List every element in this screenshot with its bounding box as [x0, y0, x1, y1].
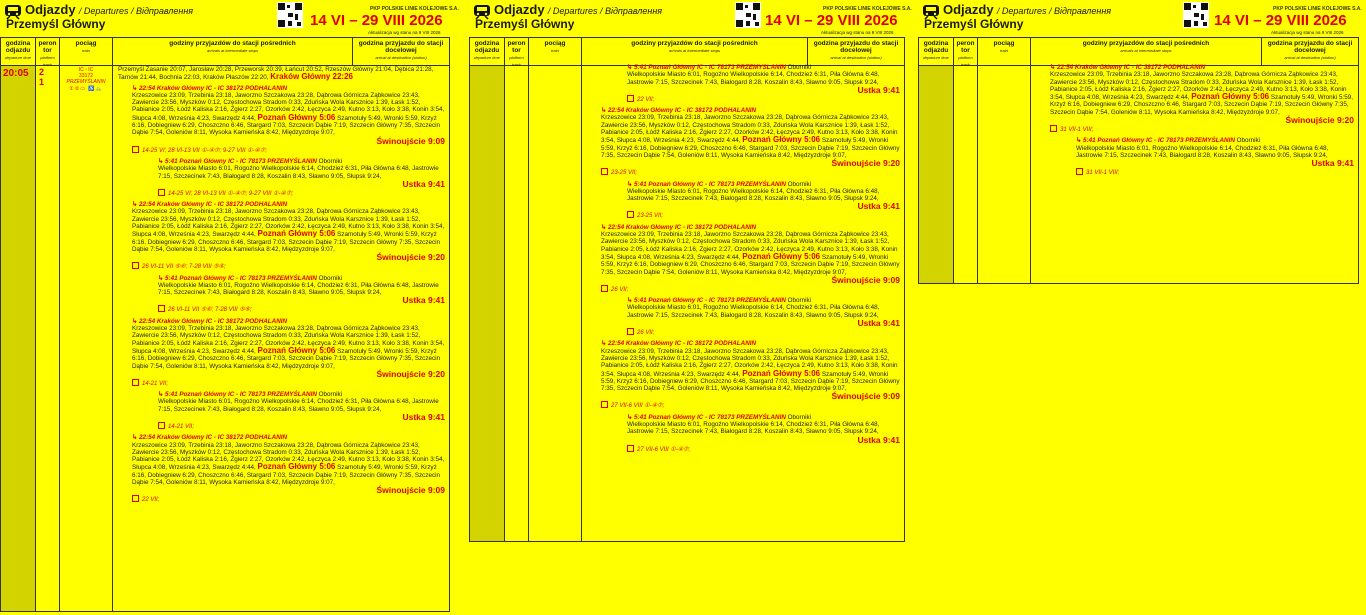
- connection: ↳ 22:54 Kraków Główny IC - IC 38172 PODHALANIN Krzeszowice 23:09, Trzebinia 23:18, Jaworzno Szczakowa 23:28, Dąbrowa Górnicza Ząbkowice 23:43, Zawiercie 23:56, Myszków 0:12, Częstochowa Stradom 0:33, Zduńska Wola Karsznice 1:39, Łask 1:52, Pabianice 2:05, Łódź Kaliska 2:16, Zgierz 2:27, Ozorków 2:42, Łęczyca 2:49, Kutno 3:13, Koło 3:38, Konin 3:54, Słupca 4:08, Września 4:23, Swarzędz 4:44, Poznań Główny 5:06 Szamotuły 5:49, Wronki 5:59, Krzyż 6:16, Dobiegniew 6:29, Choszczno 6:46, Stargard 7:03, Szczecin Dąbie 7:19, Szczecin Główny 7:35, Szczecin Dąbie 7:54, Goleniów 8:11, Wysoka Kamieńska 8:42, Międzyzdroje 9:07, Świnoujście 9:09 22 VII;: [132, 434, 445, 504]
- route-content: [118, 66, 445, 611]
- connection: ↳ 22:54 Kraków Główny IC - IC 38172 PODHALANIN Krzeszowice 23:09, Trzebinia 23:18, Jaworzno Szczakowa 23:28, Dąbrowa Górnicza Ząbkowice 23:43, Zawiercie 23:56, Myszków 0:12, Częstochowa Stradom 0:33, Zduńska Wola Karsznice 1:39, Łask 1:52, Pabianice 2:05, Łódź Kaliska 2:16, Zgierz 2:27, Ozorków 2:42, Łęczyca 2:49, Kutno 3:13, Koło 3:38, Konin 3:54, Słupca 4:08, Września 4:23, Swarzędz 4:44, Poznań Główny 5:06 Szamotuły 5:49, Wronki 5:59, Krzyż 6:16, Dobiegniew 6:29, Choszczno 6:46, Stargard 7:03, Szczecin Dąbie 7:19, Szczecin Główny 7:35, Szczecin Dąbie 7:54, Goleniów 8:11, Wysoka Kamieńska 8:42, Międzyzdroje 9:07, Świnoujście 9:20 26 VI-11 VII ⑤⑥; 7-28 VIII ⑤⑥;: [132, 201, 445, 271]
- station-name: Przemyśl Główny: [924, 17, 1024, 31]
- connection: ↳ 22:54 Kraków Główny IC - IC 38172 PODHALANIN Krzeszowice 23:09, Trzebinia 23:18, Jaworzno Szczakowa 23:28, Dąbrowa Górnicza Ząbkowice 23:43, Zawiercie 23:56, Myszków 0:12, Częstochowa Stradom 0:33, Zduńska Wola Karsznice 1:39, Łask 1:52, Pabianice 2:05, Łódź Kaliska 2:16, Zgierz 2:27, Ozorków 2:42, Łęczyca 2:49, Kutno 3:13, Koło 3:38, Konin 3:54, Słupca 4:08, Września 4:23, Swarzędz 4:44, Poznań Główny 5:06 Szamotuły 5:49, Wronki 5:59, Krzyż 6:16, Dobiegniew 6:29, Choszczno 6:46, Stargard 7:03, Szczecin Dąbie 7:19, Szczecin Główny 7:35, Szczecin Dąbie 7:54, Goleniów 8:11, Wysoka Kamieńska 8:42, Międzyzdroje 9:07, Świnoujście 9:20 14-21 VII;: [132, 317, 445, 387]
- destination-arrival: Ustka 9:41: [857, 434, 900, 445]
- platform-track: 2 1: [39, 67, 45, 87]
- calendar-note: 14-21 VII;: [158, 422, 445, 431]
- sheet-header: [469, 0, 912, 35]
- operator-logo: PKP POLSKIE LINIE KOLEJOWE S.A.: [823, 6, 912, 12]
- column-stops: godziny przyjazdów do stacji pośrednich arrivals at intermediate stops: [582, 38, 808, 65]
- station-name: Przemyśl Główny: [475, 17, 575, 31]
- column-track: peron tor platform track: [505, 38, 529, 65]
- qr-code-icon: [735, 2, 761, 28]
- destination-arrival: Ustka 9:41: [402, 178, 445, 189]
- column-train: pociąg train: [978, 38, 1031, 65]
- calendar-note: 14-21 VII;: [132, 379, 445, 388]
- calendar-note: 31 VII-1 VIII;: [1076, 168, 1354, 177]
- calendar-note: 14-25 VI; 28 VI-13 VII ①-④⑦; 9-27 VIII ①-④⑦;: [158, 189, 445, 198]
- connection: ↳ 5:41 Poznań Główny IC - IC 78173 PRZEMYŚLANIN Oborniki Wielkopolskie Miasto 6:01, Rogoźno Wielkopolskie 6:14, Chodzież 6:31, Piła Główna 6:48, Jastrowie 7:15, Szczecinek 7:43, Białogard 8:28, Koszalin 8:43, Sławno 9:05, Słupsk 9:24, Ustka 9:41 26 VI-11 VII ⑤⑥; 7-28 VIII ⑤⑥;: [158, 274, 445, 314]
- page-title: Odjazdy / Departures / Відправлення: [494, 2, 663, 17]
- track-band: [505, 66, 529, 541]
- calendar-note: 22 VII;: [627, 95, 900, 104]
- calendar-note: 23-25 VII;: [627, 211, 900, 220]
- qr-code-icon: [277, 2, 303, 28]
- destination-arrival: Świnoujście 9:09: [376, 135, 445, 146]
- train-band: [60, 66, 113, 611]
- column-train: pociąg train: [60, 38, 113, 65]
- destination-arrival: Świnoujście 9:20: [376, 368, 445, 379]
- route-content: [1036, 64, 1354, 283]
- route-content: [587, 64, 900, 541]
- column-headers: [470, 38, 904, 66]
- column-stops: godziny przyjazdów do stacji pośrednich arrivals at intermediate stops: [1031, 38, 1262, 65]
- validity-period: 14 VI – 29 VIII 2026: [765, 12, 898, 29]
- validity-period: 14 VI – 29 VIII 2026: [1214, 12, 1347, 29]
- column-stops: godziny przyjazdów do stacji pośrednich arrivals at intermediate stops: [113, 38, 353, 65]
- amenity-icons: ①②▭ ♿🚲: [69, 86, 103, 92]
- column-time: godzina odjazdu departure time: [919, 38, 954, 65]
- connection: ↳ 5:41 Poznań Główny IC - IC 78173 PRZEMYŚLANIN Oborniki Wielkopolskie Miasto 6:01, Rogoźno Wielkopolskie 6:14, Chodzież 6:31, Piła Główna 6:48, Jastrowie 7:15, Szczecinek 7:43, Białogard 8:28, Koszalin 8:43, Sławno 9:05, Słupsk 9:24, Ustka 9:41 27 VII-6 VIII ①-④⑦;: [627, 413, 900, 453]
- time-band: [919, 66, 954, 283]
- page-title: Odjazdy / Departures / Відправлення: [25, 2, 194, 17]
- operator-logo: PKP POLSKIE LINIE KOLEJOWE S.A.: [1273, 6, 1362, 12]
- calendar-note: 26 VII;: [627, 328, 900, 337]
- destination-arrival: Świnoujście 9:20: [376, 252, 445, 263]
- operator-logo: PKP POLSKIE LINIE KOLEJOWE S.A.: [370, 6, 459, 12]
- calendar-note: 14-25 VI; 28 VI-13 VII ①-④⑦; 9-27 VIII ①-④⑦;: [132, 146, 445, 155]
- connection: ↳ 5:41 Poznań Główny IC - IC 78173 PRZEMYŚLANIN Oborniki Wielkopolskie Miasto 6:01, Rogoźno Wielkopolskie 6:14, Chodzież 6:31, Piła Główna 6:48, Jastrowie 7:15, Szczecinek 7:43, Białogard 8:28, Koszalin 8:43, Sławno 9:05, Słupsk 9:24, Ustka 9:41 14-25 VI; 28 VI-13 VII ①-④⑦; 9-27 VIII ①-④⑦;: [158, 157, 445, 197]
- train-band: [529, 66, 582, 541]
- train-band: [978, 66, 1031, 283]
- calendar-note: 23-25 VII;: [601, 168, 900, 177]
- connection: ↳ 5:41 Poznań Główny IC - IC 78173 PRZEMYŚLANIN Oborniki Wielkopolskie Miasto 6:01, Rogoźno Wielkopolskie 6:14, Chodzież 6:31, Piła Główna 6:48, Jastrowie 7:15, Szczecinek 7:43, Białogard 8:28, Koszalin 8:43, Sławno 9:05, Słupsk 9:24, Ustka 9:41 31 VII-1 VIII;: [1076, 137, 1354, 177]
- column-destination: godzina przyjazdu do stacji docelowej arrival at destination (station): [1267, 40, 1353, 60]
- destination-arrival: Ustka 9:41: [402, 295, 445, 306]
- sheet-header: [0, 0, 459, 35]
- destination-arrival: Świnoujście 9:20: [1285, 115, 1354, 126]
- calendar-note: 27 VII-6 VIII ①-④⑦;: [601, 401, 900, 410]
- column-time: godzina odjazdu departure time: [470, 38, 505, 65]
- qr-code-icon: [1183, 2, 1209, 28]
- connection: ↳ 22:54 Kraków Główny IC - IC 38172 PODHALANIN Krzeszowice 23:09, Trzebinia 23:18, Jaworzno Szczakowa 23:28, Dąbrowa Górnicza Ząbkowice 23:43, Zawiercie 23:56, Myszków 0:12, Częstochowa Stradom 0:33, Zduńska Wola Karsznice 1:39, Łask 1:52, Pabianice 2:05, Łódź Kaliska 2:16, Zgierz 2:27, Ozorków 2:42, Łęczyca 2:49, Kutno 3:13, Koło 3:38, Konin 3:54, Słupca 4:08, Września 4:23, Swarzędz 4:44, Poznań Główny 5:06 Szamotuły 5:49, Wronki 5:59, Krzyż 6:16, Dobiegniew 6:29, Choszczno 6:46, Stargard 7:03, Szczecin Dąbie 7:19, Szczecin Główny 7:35, Szczecin Dąbie 7:54, Goleniów 8:11, Wysoka Kamieńska 8:42, Międzyzdroje 9:07, Świnoujście 9:09 14-25 VI; 28 VI-13 VII ①-④⑦; 9-27 VIII ①-④⑦;: [132, 84, 445, 154]
- departure-time: 20:05: [3, 68, 29, 79]
- transfer-arrow-icon: ↳: [132, 84, 138, 92]
- time-band: [470, 66, 505, 541]
- validity-period: 14 VI – 29 VIII 2026: [310, 12, 443, 29]
- destination-arrival: Ustka 9:41: [857, 84, 900, 95]
- main-route: Przemyśl Zasanie 20:07, Jarosław 20:28, Przeworsk 20:39, Łańcut 20:52, Rzeszów Główny 21:04, Dębica 21:28, Tarnów 21:44, Bochnia 22:03, Kraków Płaszów 22:20, Kraków Główny 22:26: [118, 66, 434, 82]
- timetable-sheet-3: [918, 0, 1362, 177]
- timetable-sheet-2: [469, 0, 912, 453]
- destination-arrival: Świnoujście 9:09: [831, 274, 900, 285]
- station-name: Przemyśl Główny: [6, 17, 106, 31]
- timetable: [0, 37, 450, 612]
- destination-arrival: Świnoujście 9:09: [831, 391, 900, 402]
- timetable: [469, 37, 905, 542]
- calendar-note: 27 VII-6 VIII ①-④⑦;: [627, 445, 900, 454]
- connection: ↳ 5:41 Poznań Główny IC - IC 78173 PRZEMYŚLANIN Oborniki Wielkopolskie Miasto 6:01, Rogoźno Wielkopolskie 6:14, Chodzież 6:31, Piła Główna 6:48, Jastrowie 7:15, Szczecinek 7:43, Białogard 8:28, Koszalin 8:43, Sławno 9:05, Słupsk 9:24, Ustka 9:41 26 VII;: [627, 297, 900, 337]
- track-band: [954, 66, 978, 283]
- destination-arrival: Świnoujście 9:09: [376, 485, 445, 496]
- timetable: [918, 37, 1359, 284]
- sheet-header: [918, 0, 1362, 35]
- connection: ↳ 5:41 Poznań Główny IC - IC 78173 PRZEMYŚLANIN Oborniki Wielkopolskie Miasto 6:01, Rogoźno Wielkopolskie 6:14, Chodzież 6:31, Piła Główna 6:48, Jastrowie 7:15, Szczecinek 7:43, Białogard 8:28, Koszalin 8:43, Sławno 9:05, Słupsk 9:24, Ustka 9:41 14-21 VII;: [158, 391, 445, 430]
- connection: ↳ 22:54 Kraków Główny IC - IC 38172 PODHALANIN Krzeszowice 23:09, Trzebinia 23:18, Jaworzno Szczakowa 23:28, Dąbrowa Górnicza Ząbkowice 23:43, Zawiercie 23:56, Myszków 0:12, Częstochowa Stradom 0:33, Zduńska Wola Karsznice 1:39, Łask 1:52, Pabianice 2:05, Łódź Kaliska 2:16, Zgierz 2:27, Ozorków 2:42, Łęczyca 2:49, Kutno 3:13, Koło 3:38, Konin 3:54, Słupca 4:08, Września 4:23, Swarzędz 4:44, Poznań Główny 5:06 Szamotuły 5:49, Wronki 5:59, Krzyż 6:16, Dobiegniew 6:29, Choszczno 6:46, Stargard 7:03, Szczecin Dąbie 7:19, Szczecin Główny 7:35, Szczecin Dąbie 7:54, Goleniów 8:11, Wysoka Kamieńska 8:42, Międzyzdroje 9:07, Świnoujście 9:20 23-25 VII;: [601, 107, 900, 177]
- column-headers: [919, 38, 1358, 66]
- page-title: Odjazdy / Departures / Відправлення: [943, 2, 1112, 17]
- destination-arrival: Ustka 9:41: [857, 318, 900, 329]
- destination-arrival: Ustka 9:41: [857, 201, 900, 212]
- calendar-note: 26 VI-11 VII ⑤⑥; 7-28 VIII ⑤⑥;: [158, 305, 445, 314]
- column-destination: godzina przyjazdu do stacji docelowej arrival at destination (station): [358, 40, 444, 60]
- connection: ↳ 22:54 Kraków Główny IC - IC 38172 PODHALANIN Krzeszowice 23:09, Trzebinia 23:18, Jaworzno Szczakowa 23:28, Dąbrowa Górnicza Ząbkowice 23:43, Zawiercie 23:56, Myszków 0:12, Częstochowa Stradom 0:33, Zduńska Wola Karsznice 1:39, Łask 1:52, Pabianice 2:05, Łódź Kaliska 2:16, Zgierz 2:27, Ozorków 2:42, Łęczyca 2:49, Kutno 3:13, Koło 3:38, Konin 3:54, Słupca 4:08, Września 4:23, Swarzędz 4:44, Poznań Główny 5:06 Szamotuły 5:49, Wronki 5:59, Krzyż 6:16, Dobiegniew 6:29, Choszczno 6:46, Stargard 7:03, Szczecin Dąbie 7:19, Szczecin Główny 7:35, Szczecin Dąbie 7:54, Goleniów 8:11, Wysoka Kamieńska 8:42, Międzyzdroje 9:07, Świnoujście 9:09 26 VII;: [601, 223, 900, 293]
- update-note: Aktualizacja wg stanu na 9 VIII 2026: [368, 30, 441, 35]
- column-destination: godzina przyjazdu do stacji docelowej arrival at destination (station): [813, 40, 899, 60]
- column-train: pociąg train: [529, 38, 582, 65]
- destination-arrival: Ustka 9:41: [402, 411, 445, 422]
- column-headers: [1, 38, 449, 66]
- update-note: Aktualizacja wg stanu na 9 VIII 2026: [1271, 30, 1344, 35]
- calendar-note: 31 VII-1 VIII;: [1050, 125, 1354, 134]
- connection: ↳ 5:41 Poznań Główny IC - IC 78173 PRZEMYŚLANIN Oborniki Wielkopolskie Miasto 6:01, Rogoźno Wielkopolskie 6:14, Chodzież 6:31, Piła Główna 6:48, Jastrowie 7:15, Szczecinek 7:43, Białogard 8:28, Koszalin 8:43, Sławno 9:05, Słupsk 9:24, Ustka 9:41 22 VII;: [627, 64, 900, 103]
- destination-arrival: Świnoujście 9:20: [831, 158, 900, 169]
- destination-arrival: Ustka 9:41: [1311, 158, 1354, 169]
- connection: ↳ 22:54 Kraków Główny IC - IC 38172 PODHALANIN Krzeszowice 23:09, Trzebinia 23:18, Jaworzno Szczakowa 23:28, Dąbrowa Górnicza Ząbkowice 23:43, Zawiercie 23:56, Myszków 0:12, Częstochowa Stradom 0:33, Zduńska Wola Karsznice 1:39, Łask 1:52, Pabianice 2:05, Łódź Kaliska 2:16, Zgierz 2:27, Ozorków 2:42, Łęczyca 2:49, Kutno 3:13, Koło 3:38, Konin 3:54, Słupca 4:08, Września 4:23, Swarzędz 4:44, Poznań Główny 5:06 Szamotuły 5:49, Wronki 5:59, Krzyż 6:16, Dobiegniew 6:29, Choszczno 6:46, Stargard 7:03, Szczecin Dąbie 7:19, Szczecin Główny 7:35, Szczecin Dąbie 7:54, Goleniów 8:11, Wysoka Kamieńska 8:42, Międzyzdroje 9:07, Świnoujście 9:09 27 VII-6 VIII ①-④⑦;: [601, 340, 900, 410]
- calendar-note: 26 VII;: [601, 285, 900, 294]
- timetable-sheet-1: [0, 0, 459, 504]
- track-band: [36, 66, 60, 611]
- column-track: peron tor platform track: [36, 38, 60, 65]
- calendar-note: 26 VI-11 VII ⑤⑥; 7-28 VIII ⑤⑥;: [132, 262, 445, 271]
- column-time: godzina odjazdu departure time: [1, 38, 36, 65]
- calendar-note: 22 VII;: [132, 495, 445, 504]
- connection: ↳ 5:41 Poznań Główny IC - IC 78173 PRZEMYŚLANIN Oborniki Wielkopolskie Miasto 6:01, Rogoźno Wielkopolskie 6:14, Chodzież 6:31, Piła Główna 6:48, Jastrowie 7:15, Szczecinek 7:43, Białogard 8:28, Koszalin 8:43, Sławno 9:05, Słupsk 9:24, Ustka 9:41 23-25 VII;: [627, 180, 900, 220]
- time-band: [1, 66, 36, 611]
- update-note: Aktualizacja wg stanu na 9 VIII 2026: [821, 30, 894, 35]
- connection: ↳ 22:54 Kraków Główny IC - IC 38172 PODHALANIN Krzeszowice 23:09, Trzebinia 23:18, Jaworzno Szczakowa 23:28, Dąbrowa Górnicza Ząbkowice 23:43, Zawiercie 23:56, Myszków 0:12, Częstochowa Stradom 0:33, Zduńska Wola Karsznice 1:39, Łask 1:52, Pabianice 2:05, Łódź Kaliska 2:16, Zgierz 2:27, Ozorków 2:42, Łęczyca 2:49, Kutno 3:13, Koło 3:38, Konin 3:54, Słupca 4:08, Września 4:23, Swarzędz 4:44, Poznań Główny 5:06 Szamotuły 5:49, Wronki 5:59, Krzyż 6:16, Dobiegniew 6:29, Choszczno 6:46, Stargard 7:03, Szczecin Dąbie 7:19, Szczecin Główny 7:35, Szczecin Dąbie 7:54, Goleniów 8:11, Wysoka Kamieńska 8:42, Międzyzdroje 9:07, Świnoujście 9:20 31 VII-1 VIII;: [1050, 64, 1354, 134]
- column-track: peron tor platform track: [954, 38, 978, 65]
- train-number: IC - IC 33172 PRZEMYŚLANIN ①②▭ ♿🚲: [62, 67, 110, 92]
